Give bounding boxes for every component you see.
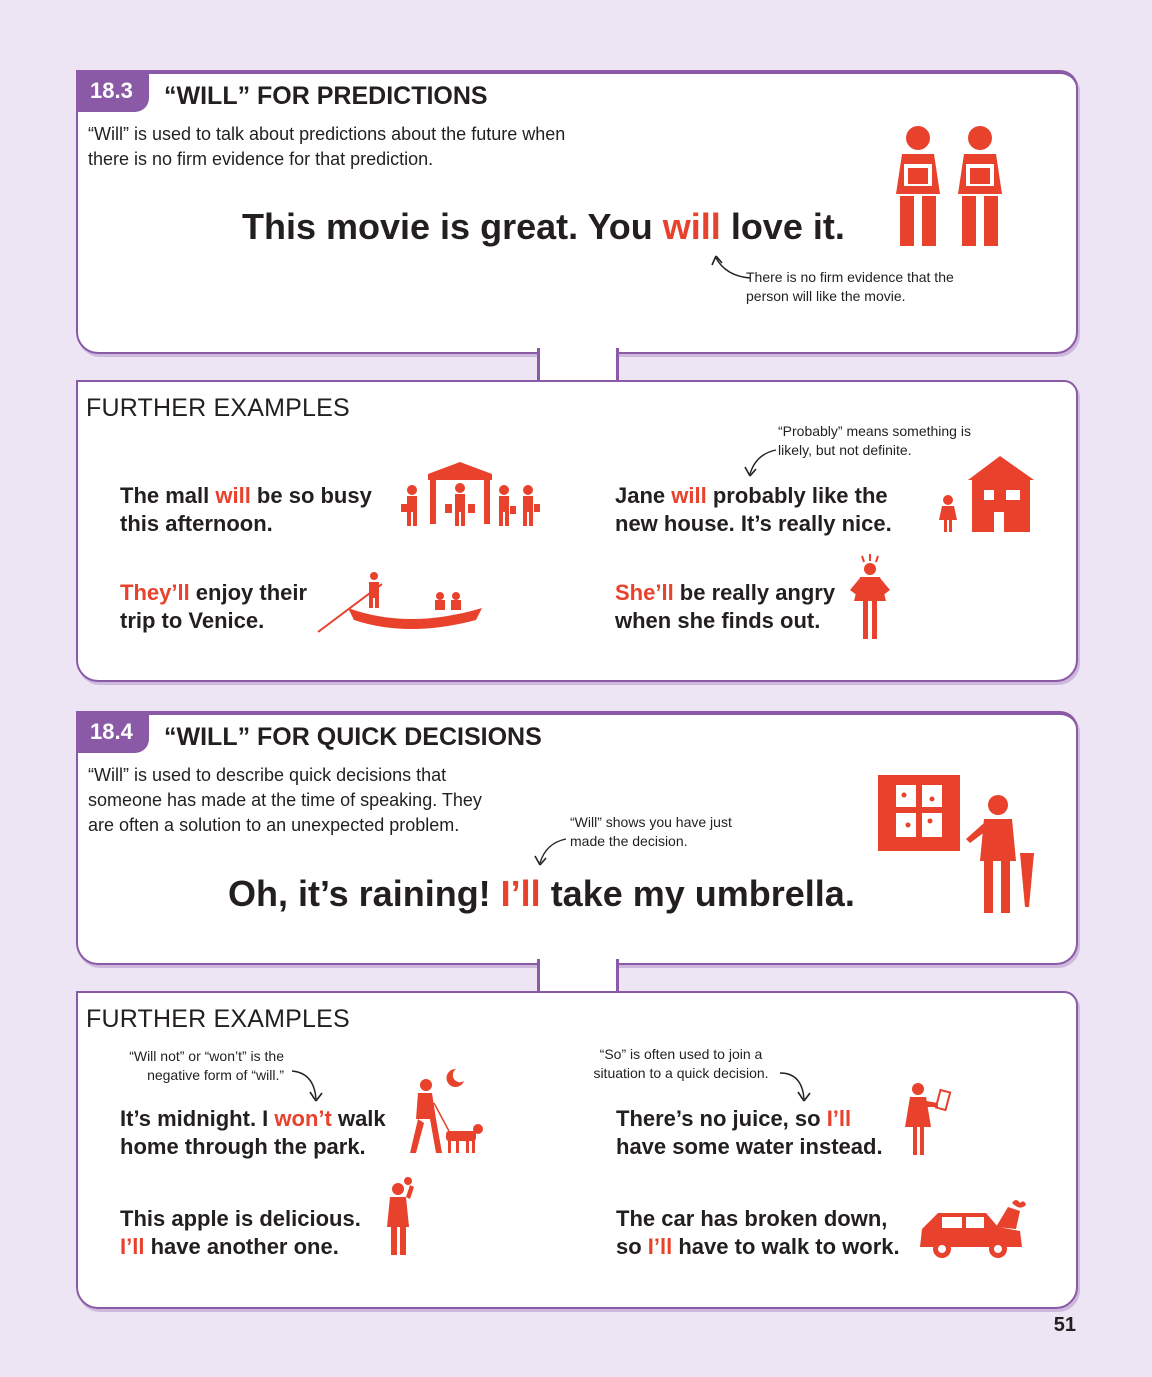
sentence-part: have some water instead. bbox=[616, 1134, 883, 1159]
sentence-part: have to walk to work. bbox=[672, 1234, 900, 1259]
example-sentence bbox=[120, 1105, 410, 1161]
rainy-window-icon bbox=[874, 773, 964, 853]
section-intro: “Will” is used to describe quick decisions that someone has made at the time of speaking. They are often a solution to an unexpected problem. bbox=[88, 765, 482, 835]
example-sentence bbox=[120, 482, 390, 538]
annotation-arrow bbox=[742, 444, 782, 484]
further-examples-panel-2 bbox=[76, 991, 1078, 1309]
sentence-part: Jane bbox=[615, 483, 672, 508]
sentence-part: have another one. bbox=[144, 1234, 339, 1259]
sentence-part: There’s no juice, so bbox=[616, 1106, 827, 1131]
sentence-part: walk home through the park. bbox=[120, 1106, 386, 1159]
highlight-word: will bbox=[671, 483, 707, 508]
example-sentence bbox=[616, 1205, 916, 1261]
sentence-part: Oh, it’s raining! bbox=[228, 873, 501, 914]
sentence-part: enjoy their trip to Venice. bbox=[120, 580, 308, 633]
further-examples-heading: FURTHER EXAMPLES bbox=[86, 394, 350, 422]
section-18-3-panel bbox=[76, 70, 1078, 354]
house-and-girl-icon bbox=[938, 454, 1038, 534]
shoppers-at-mall-icon bbox=[400, 460, 540, 530]
sentence-part: This apple is delicious. bbox=[120, 1206, 361, 1231]
sentence-part: take my umbrella. bbox=[540, 873, 855, 914]
sentence-part: be so busy this afternoon. bbox=[120, 483, 372, 536]
sentence-part: The mall bbox=[120, 483, 216, 508]
example-sentence bbox=[120, 1205, 380, 1261]
angry-woman-icon bbox=[848, 554, 892, 642]
section-intro: “Will” is used to talk about predictions about the future when there is no firm evidence for that prediction. bbox=[88, 124, 566, 169]
sentence-part: love it. bbox=[720, 206, 845, 247]
sentence-part: This movie is great. You bbox=[242, 206, 663, 247]
highlight-word: They’ll bbox=[120, 580, 190, 605]
section-title: “WILL” FOR QUICK DECISIONS bbox=[164, 723, 542, 751]
highlight-word: will bbox=[215, 483, 251, 508]
further-examples-heading: FURTHER EXAMPLES bbox=[86, 1005, 350, 1033]
section-title: “WILL” FOR PREDICTIONS bbox=[164, 82, 488, 110]
section-number-badge: 18.3 bbox=[76, 70, 149, 112]
highlight-word: I’ll bbox=[120, 1234, 145, 1259]
further-examples-panel-1 bbox=[76, 380, 1078, 682]
highlight-word: will bbox=[662, 206, 721, 247]
gondola-icon bbox=[318, 572, 488, 634]
annotation-arrow bbox=[776, 1063, 816, 1109]
main-example-sentence bbox=[228, 873, 855, 915]
sentence-part: probably like the new house. It’s really nice. bbox=[615, 483, 892, 536]
section-18-4-panel bbox=[76, 711, 1078, 965]
highlight-word: I’ll bbox=[500, 873, 541, 914]
example-sentence bbox=[120, 579, 330, 635]
annotation-arrow bbox=[532, 835, 572, 875]
panel-connector bbox=[537, 959, 619, 991]
annotation-note: There is no firm evidence that the person will like the movie. bbox=[746, 269, 954, 304]
annotation-arrow bbox=[708, 252, 758, 282]
section-number-badge: 18.4 bbox=[76, 711, 149, 753]
woman-with-juice-icon bbox=[900, 1081, 960, 1159]
annotation-note: “Will” shows you have just made the decision. bbox=[570, 814, 732, 849]
highlight-word: She’ll bbox=[615, 580, 674, 605]
page-number: 51 bbox=[1053, 1314, 1076, 1336]
highlight-word: won’t bbox=[274, 1106, 332, 1131]
example-sentence bbox=[615, 482, 915, 538]
annotation-arrow bbox=[288, 1065, 328, 1109]
man-walking-dog-icon bbox=[406, 1063, 490, 1157]
annotation-note: “Will not” or “won’t” is the negative form of “will.” bbox=[129, 1048, 284, 1083]
highlight-word: I’ll bbox=[826, 1106, 852, 1131]
example-sentence bbox=[616, 1105, 906, 1161]
sentence-part: be really angry when she finds out. bbox=[615, 580, 836, 633]
sentence-part: The car has broken down, so bbox=[616, 1206, 888, 1259]
panel-connector bbox=[537, 348, 619, 380]
example-sentence bbox=[615, 579, 855, 635]
broken-down-car-icon bbox=[916, 1199, 1028, 1263]
couple-with-popcorn-icon bbox=[888, 120, 1018, 248]
annotation-note: “So” is often used to join a situation to a quick decision. bbox=[593, 1046, 769, 1081]
sentence-part: It’s midnight. I bbox=[120, 1106, 275, 1131]
highlight-word: I’ll bbox=[647, 1234, 673, 1259]
man-with-umbrella-icon bbox=[958, 793, 1048, 917]
man-with-apple-icon bbox=[378, 1175, 418, 1257]
main-example-sentence bbox=[242, 206, 845, 248]
annotation-note: “Probably” means something is likely, but not definite. bbox=[778, 423, 971, 458]
